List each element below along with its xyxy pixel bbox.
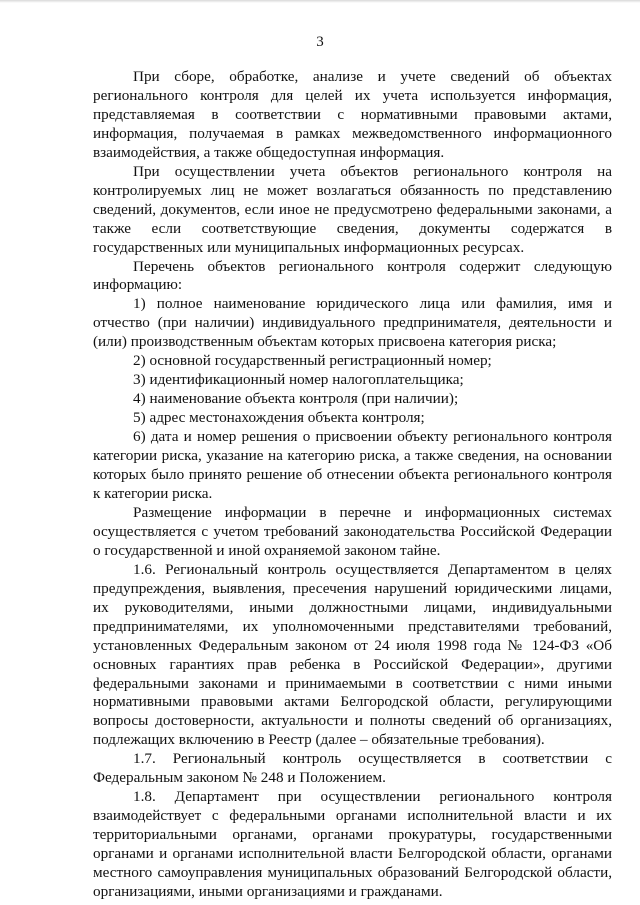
section-1-8: 1.8. Департамент при осуществлении регионального контроля взаимодействует с федеральными органами исполнительной власти и их территориальными органами, органами прокуратуры, государственными органами и органами исполнительной власти Белгородской области, органами местного самоуправления муниципальных образований Белгородской области, организациями, иными организациями и гражданами. (93, 788, 612, 900)
page-number: 3 (316, 34, 324, 50)
list-item-3: 3) идентификационный номер налогоплательщика; (133, 371, 464, 389)
scan-top-edge (0, 0, 640, 3)
list-item-6: 6) дата и номер решения о присвоении объекту регионального контроля категории риска, указание на категорию риска, а также сведения, на основании которых было принято решение об отнесении объекта регионального контроля к категории риска. (93, 428, 612, 502)
list-item-2: 2) основной государственный регистрационный номер; (133, 352, 492, 370)
paragraph-no-obligation: При осуществлении учета объектов регионального контроля на контролируемых лиц не может возлагаться обязанность по представлению сведений, документов, если иное не предусмотрено федеральными законами, а также если соответствующие сведения, документы содержатся в государственных или муниципальных информационных ресурсах. (93, 162, 612, 256)
paragraph-secrecy: Размещение информации в перечне и информационных системах осуществляется с учетом требований законодательства Российской Федерации о государственной и иной охраняемой законом тайне. (93, 503, 612, 559)
paragraph-list-intro: Перечень объектов регионального контроля содержит следующую информацию: (93, 257, 612, 294)
section-1-7: 1.7. Региональный контроль осуществляется в соответствии с Федеральным законом № 248 и Положением. (93, 750, 612, 787)
list-item-5: 5) адрес местонахождения объекта контроля; (133, 409, 425, 427)
section-1-6: 1.6. Региональный контроль осуществляется Департаментом в целях предупреждения, выявления, пресечения нарушений юридическими лицами, их руководителями, иными должностными лицами, индивидуальными предпринимателями, их уполномоченными представителями требований, установленных Федеральным законом от 24 июля 1998 года № 124-ФЗ «Об основных гарантиях прав ребенка в Российской Федерации», другими федеральными законами и принимаемыми в соответствии с ними иными нормативными правовыми актами Белгородской области, регулирующими вопросы достоверности, актуальности и полноты сведений об организациях, подлежащих включению в Реестр (далее – обязательные требования). (93, 560, 612, 749)
list-item-4: 4) наименование объекта контроля (при наличии); (133, 390, 459, 408)
list-item-1: 1) полное наименование юридического лица или фамилия, имя и отчество (при наличии) индивидуального предпринимателя, деятельности и (или) производственным объектам которых присвоена категория риска; (93, 295, 612, 351)
document-body (93, 68, 612, 902)
paragraph-info-sources: При сборе, обработке, анализе и учете сведений об объектах регионального контроля для целей их учета используется информация, представляемая в соответствии с нормативными правовыми актами, информация, получаемая в рамках межведомственного информационного взаимодействия, а также общедоступная информация. (93, 68, 612, 161)
